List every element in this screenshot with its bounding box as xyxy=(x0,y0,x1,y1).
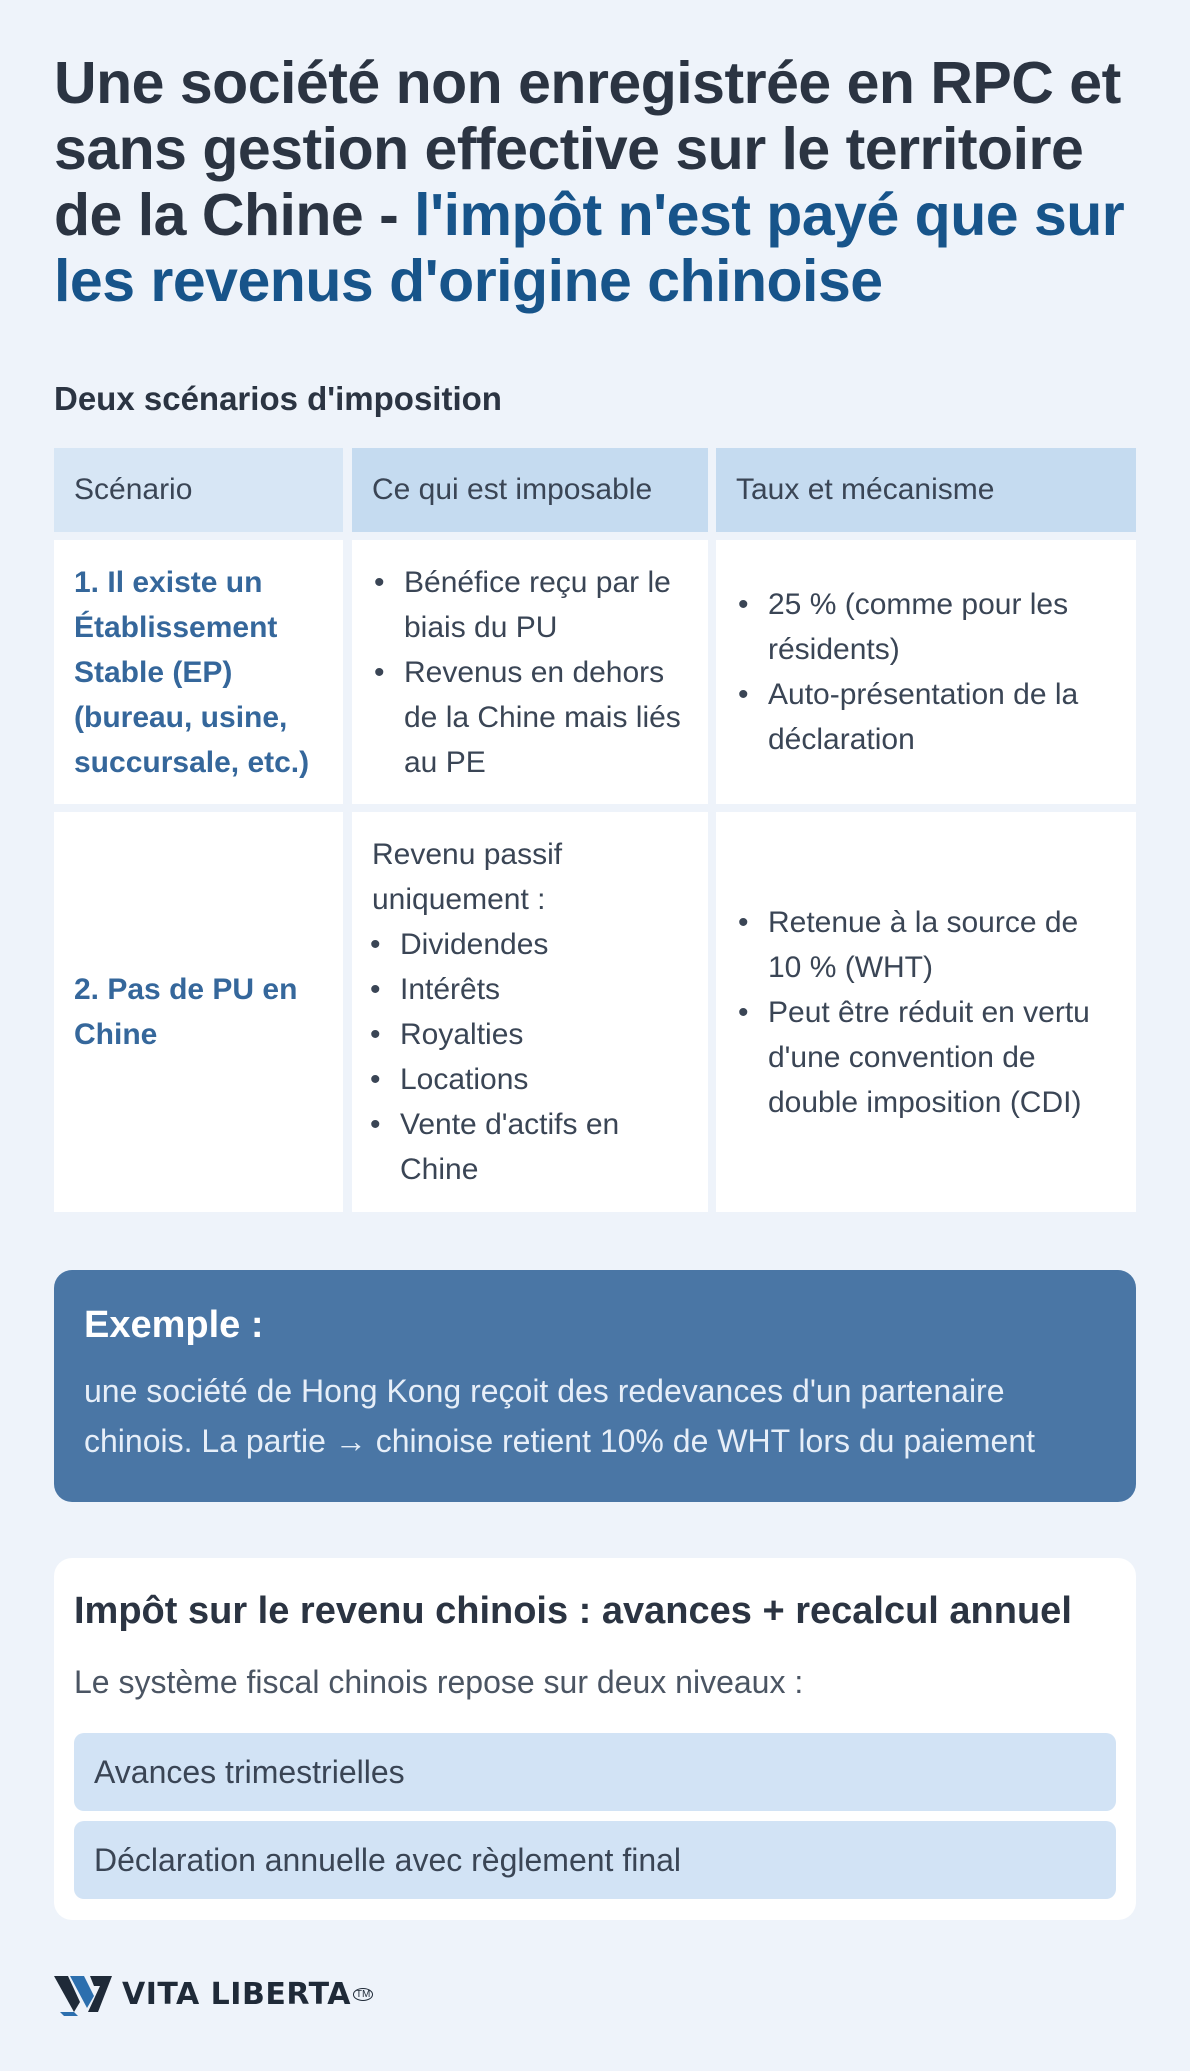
title-main: Une société non enregistrée en RPC et sans gestion effective sur le territoire de la Chine - xyxy=(54,50,1121,248)
list-item: • Bénéfice reçu par le biais du PU xyxy=(356,560,688,650)
list-item: • Auto-présentation de la déclaration xyxy=(720,672,1116,762)
list-item: • Intérêts xyxy=(352,967,688,1012)
example-box xyxy=(54,1270,1136,1502)
table-header-scenario: Scénario xyxy=(54,448,343,532)
table-row-2-scenario xyxy=(54,812,343,1212)
tax-level-item: Avances trimestrielles xyxy=(74,1733,1116,1811)
tax-card xyxy=(54,1558,1136,1920)
brand-logo xyxy=(54,1972,373,2016)
section-title: Deux scénarios d'imposition xyxy=(54,380,502,417)
list-item: • Revenus en dehors de la Chine mais liés au PE xyxy=(356,650,688,785)
trademark-mark: TM xyxy=(353,1988,373,2001)
list-item: • Peut être réduit en vertu d'une convention de double imposition (CDI) xyxy=(720,990,1116,1125)
page-title xyxy=(54,50,1144,314)
table-row-1-scenario xyxy=(54,540,343,804)
taxable-list xyxy=(352,922,688,1192)
example-title: Exemple : xyxy=(84,1304,264,1346)
list-item: • 25 % (comme pour les résidents) xyxy=(720,582,1116,672)
table-row-1-taxable xyxy=(352,540,708,804)
table-header-rate: Taux et mécanisme xyxy=(716,448,1136,532)
scenario-label: 1. Il existe un Établissement Stable (EP) (bureau, usine, succursale, etc.) xyxy=(74,565,310,779)
table-header-taxable: Ce qui est imposable xyxy=(352,448,708,532)
list-item: • Retenue à la source de 10 % (WHT) xyxy=(720,900,1116,990)
table-row-2-taxable xyxy=(352,812,708,1212)
vita-liberta-logo-icon xyxy=(54,1972,112,2016)
rate-list xyxy=(720,900,1116,1125)
list-item: • Vente d'actifs en Chine xyxy=(352,1102,688,1192)
brand-name: VITA LIBERTA xyxy=(122,1976,351,2012)
title-accent: l'impôt n'est payé que sur les revenus d'origine chinoise xyxy=(54,182,1125,314)
table-row-2-rate xyxy=(716,812,1136,1212)
list-item: • Locations xyxy=(352,1057,688,1102)
scenario-label: 2. Pas de PU en Chine xyxy=(74,973,298,1051)
list-item: • Dividendes xyxy=(352,922,688,967)
table-row-1-rate xyxy=(716,540,1136,804)
tax-level-item: Déclaration annuelle avec règlement final xyxy=(74,1821,1116,1899)
example-text: une société de Hong Kong reçoit des redevances d'un partenaire chinois. La partie → chinoise retient 10% de WHT lors du paiement xyxy=(84,1373,1035,1459)
taxable-intro: Revenu passif uniquement : xyxy=(372,838,563,916)
rate-list xyxy=(720,582,1116,762)
tax-card-title: Impôt sur le revenu chinois : avances + recalcul annuel xyxy=(74,1590,1072,1632)
taxable-list xyxy=(356,560,688,785)
tax-card-text: Le système fiscal chinois repose sur deux niveaux : xyxy=(74,1664,804,1700)
list-item: • Royalties xyxy=(352,1012,688,1057)
